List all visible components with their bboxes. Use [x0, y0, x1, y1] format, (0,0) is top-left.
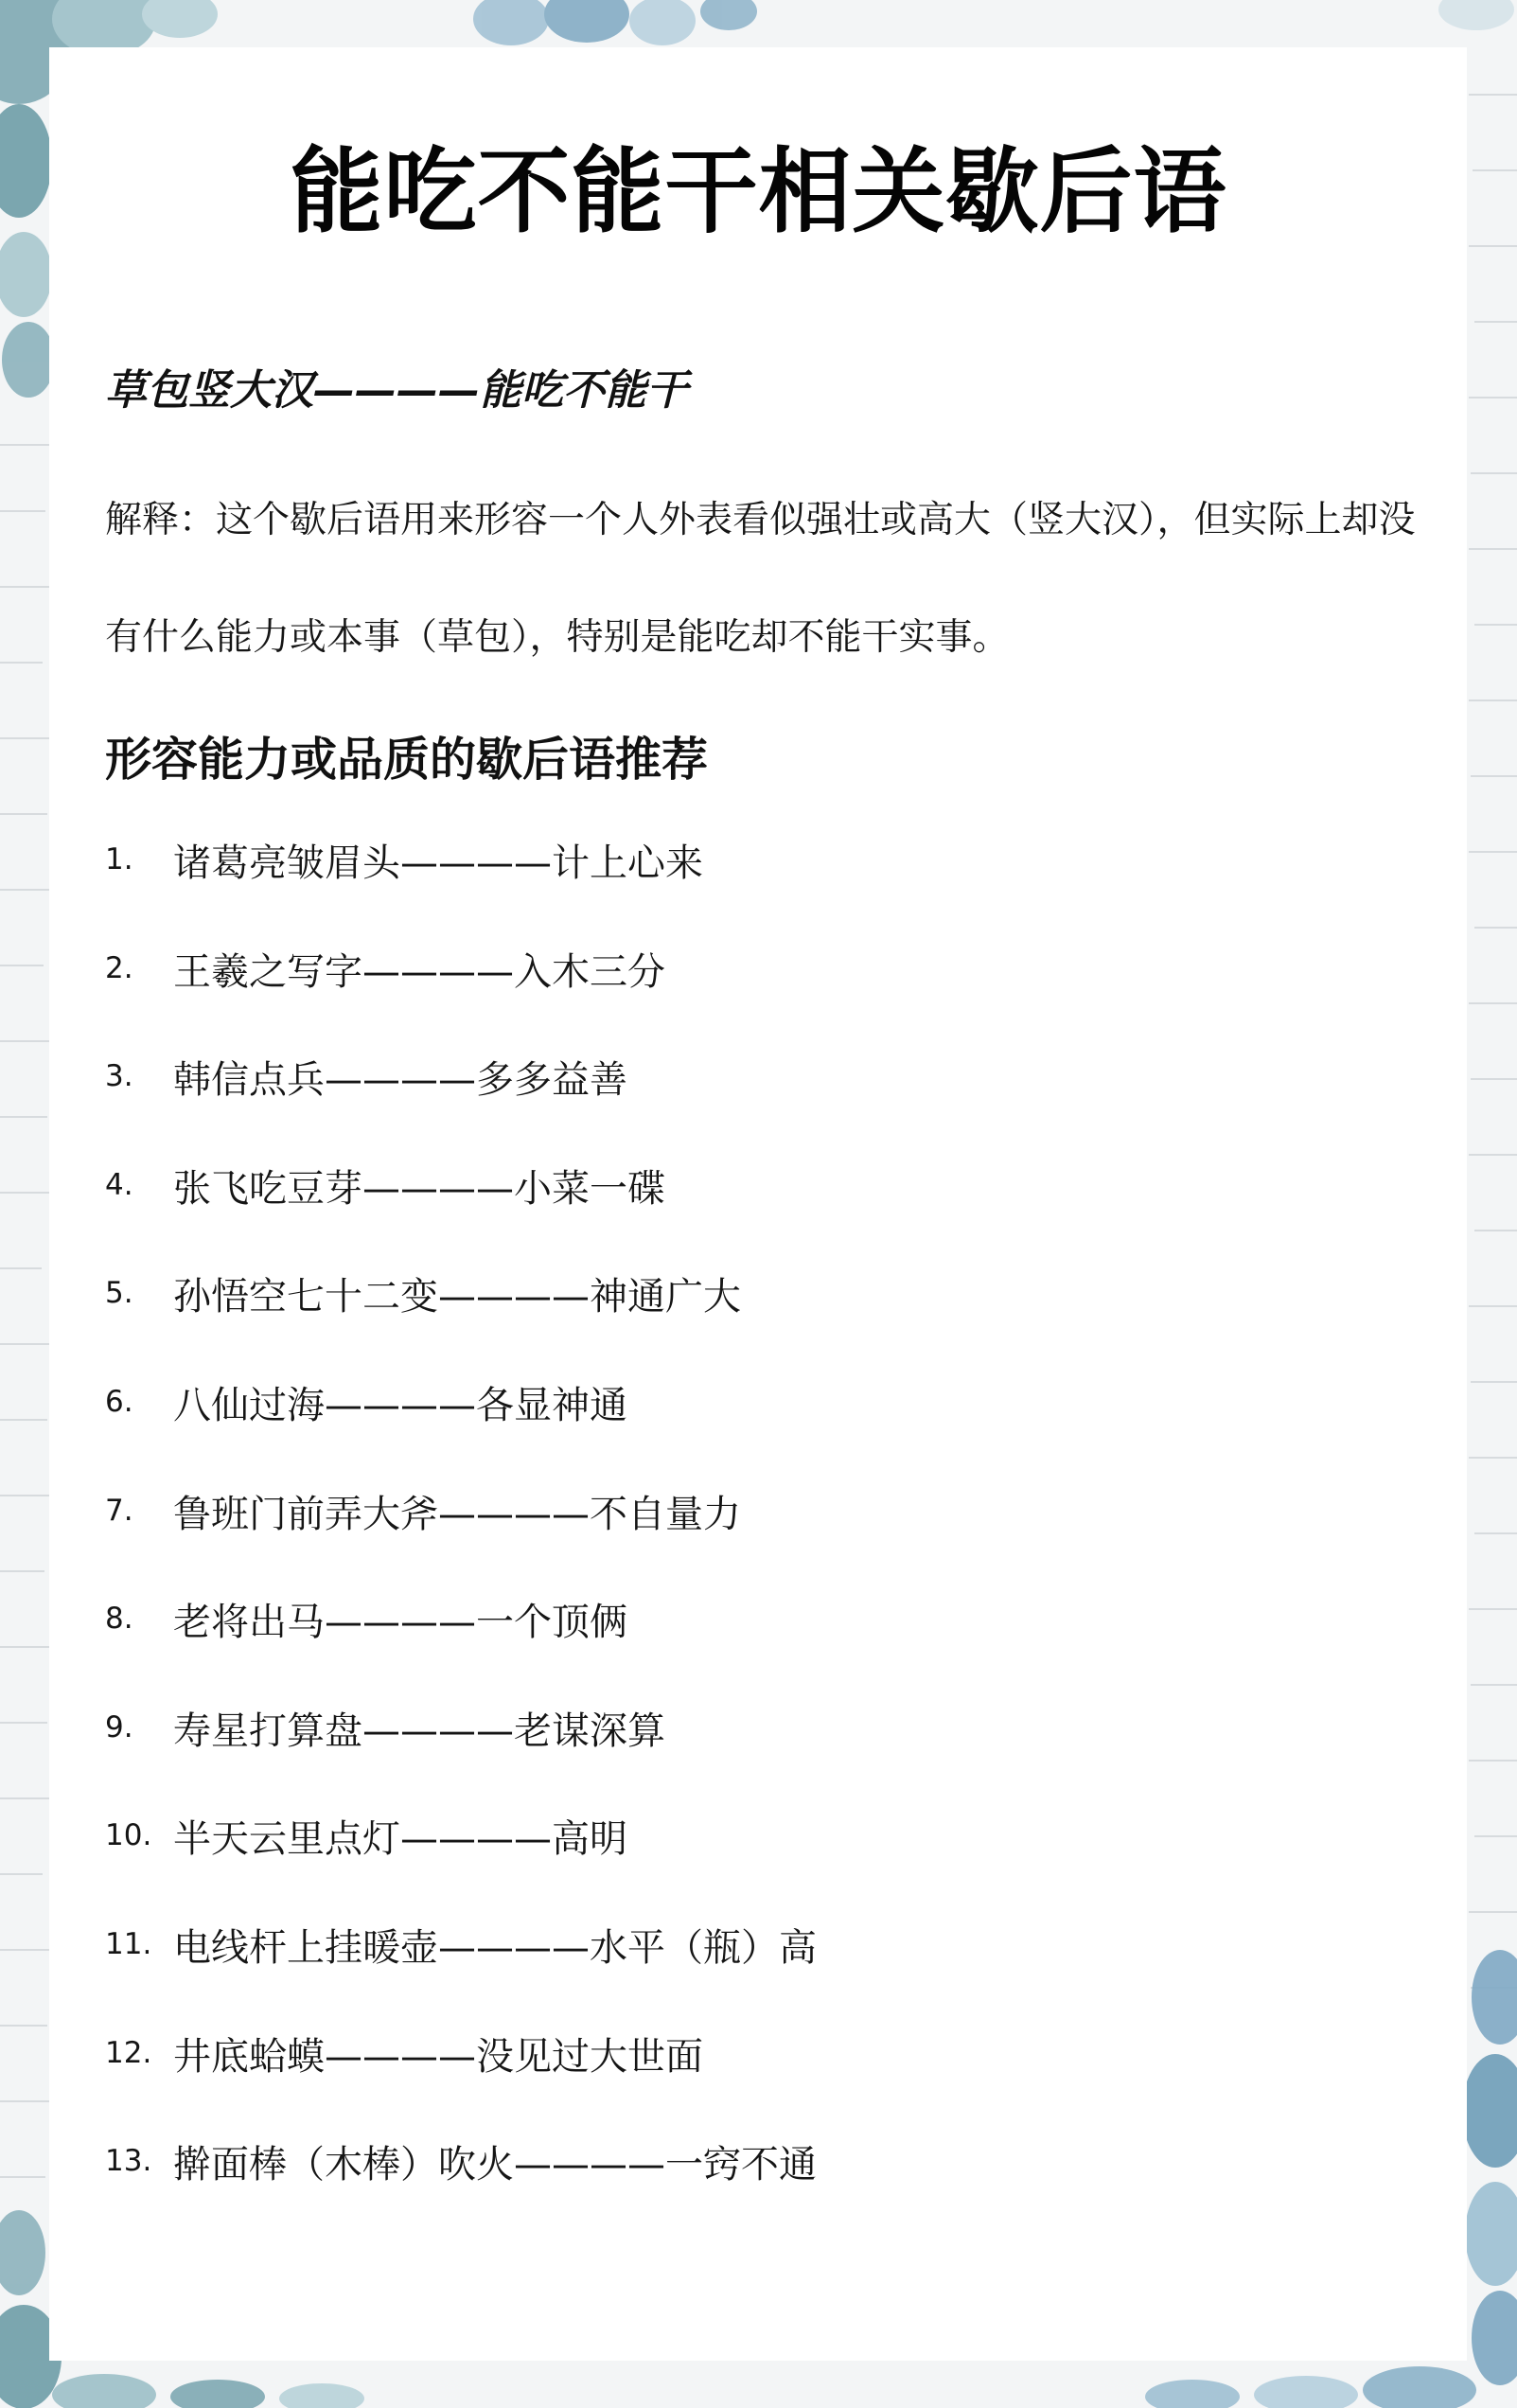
list-item-number: 9. — [105, 1709, 133, 1744]
list-item-text: 诸葛亮皱眉头————计上心来 — [173, 841, 703, 885]
page-title: 能吃不能干相关歇后语 — [290, 138, 1227, 246]
list-item — [105, 942, 817, 1051]
list-item-text: 擀面棒（木棒）吹火————一窍不通 — [173, 2143, 817, 2187]
list-item-number: 5. — [105, 1276, 133, 1311]
list-item — [105, 1266, 817, 1375]
list-item-text: 韩信点兵————多多益善 — [173, 1058, 627, 1103]
list-item-text: 寿星打算盘————老谋深算 — [173, 1709, 665, 1753]
list-item-text: 鲁班门前弄大斧————不自量力 — [173, 1492, 741, 1536]
list-item-text: 电线杆上挂暖壶————水平（瓶）高 — [173, 1925, 817, 1970]
section-heading: 形容能力或品质的歇后语推荐 — [105, 733, 709, 787]
list-item-number: 13. — [105, 2144, 152, 2179]
idiom-list — [105, 833, 817, 2243]
list-item-number: 4. — [105, 1167, 133, 1202]
list-item — [105, 2027, 817, 2135]
list-item — [105, 1050, 817, 1159]
list-item — [105, 1159, 817, 1267]
list-item-number: 8. — [105, 1602, 133, 1637]
list-item — [105, 1592, 817, 1701]
list-item-number: 1. — [105, 842, 133, 876]
list-item-number: 2. — [105, 950, 133, 985]
list-item-text: 孙悟空七十二变————神通广大 — [173, 1275, 741, 1319]
list-item-text: 张飞吃豆芽————小菜一碟 — [173, 1166, 665, 1211]
list-item-number: 3. — [105, 1059, 133, 1094]
list-item-number: 6. — [105, 1384, 133, 1419]
list-item-text: 半天云里点灯————高明 — [173, 1817, 627, 1862]
featured-explanation: 解释：这个歇后语用来形容一个人外表看似强壮或高大（竖大汉），但实际上却没有什么能力或本事（草包），特别是能吃却不能干实事。 — [105, 499, 1416, 659]
list-item — [105, 833, 817, 942]
list-item — [105, 1918, 817, 2027]
list-item-number: 12. — [105, 2035, 152, 2070]
featured-idiom: 草包竖大汉————能吃不能干 — [105, 366, 688, 415]
list-item-text: 井底蛤蟆————没见过大世面 — [173, 2034, 703, 2079]
list-item — [105, 2134, 817, 2243]
list-item-text: 王羲之写字————入木三分 — [173, 949, 665, 994]
list-item-number: 11. — [105, 1926, 152, 1961]
list-item-number: 10. — [105, 1818, 152, 1853]
list-item — [105, 1484, 817, 1593]
list-item-text: 老将出马————一个顶俩 — [173, 1601, 627, 1645]
list-item-number: 7. — [105, 1493, 133, 1528]
list-item — [105, 1375, 817, 1484]
list-item-text: 八仙过海————各显神通 — [173, 1383, 627, 1427]
list-item — [105, 1809, 817, 1918]
list-item — [105, 1701, 817, 1810]
